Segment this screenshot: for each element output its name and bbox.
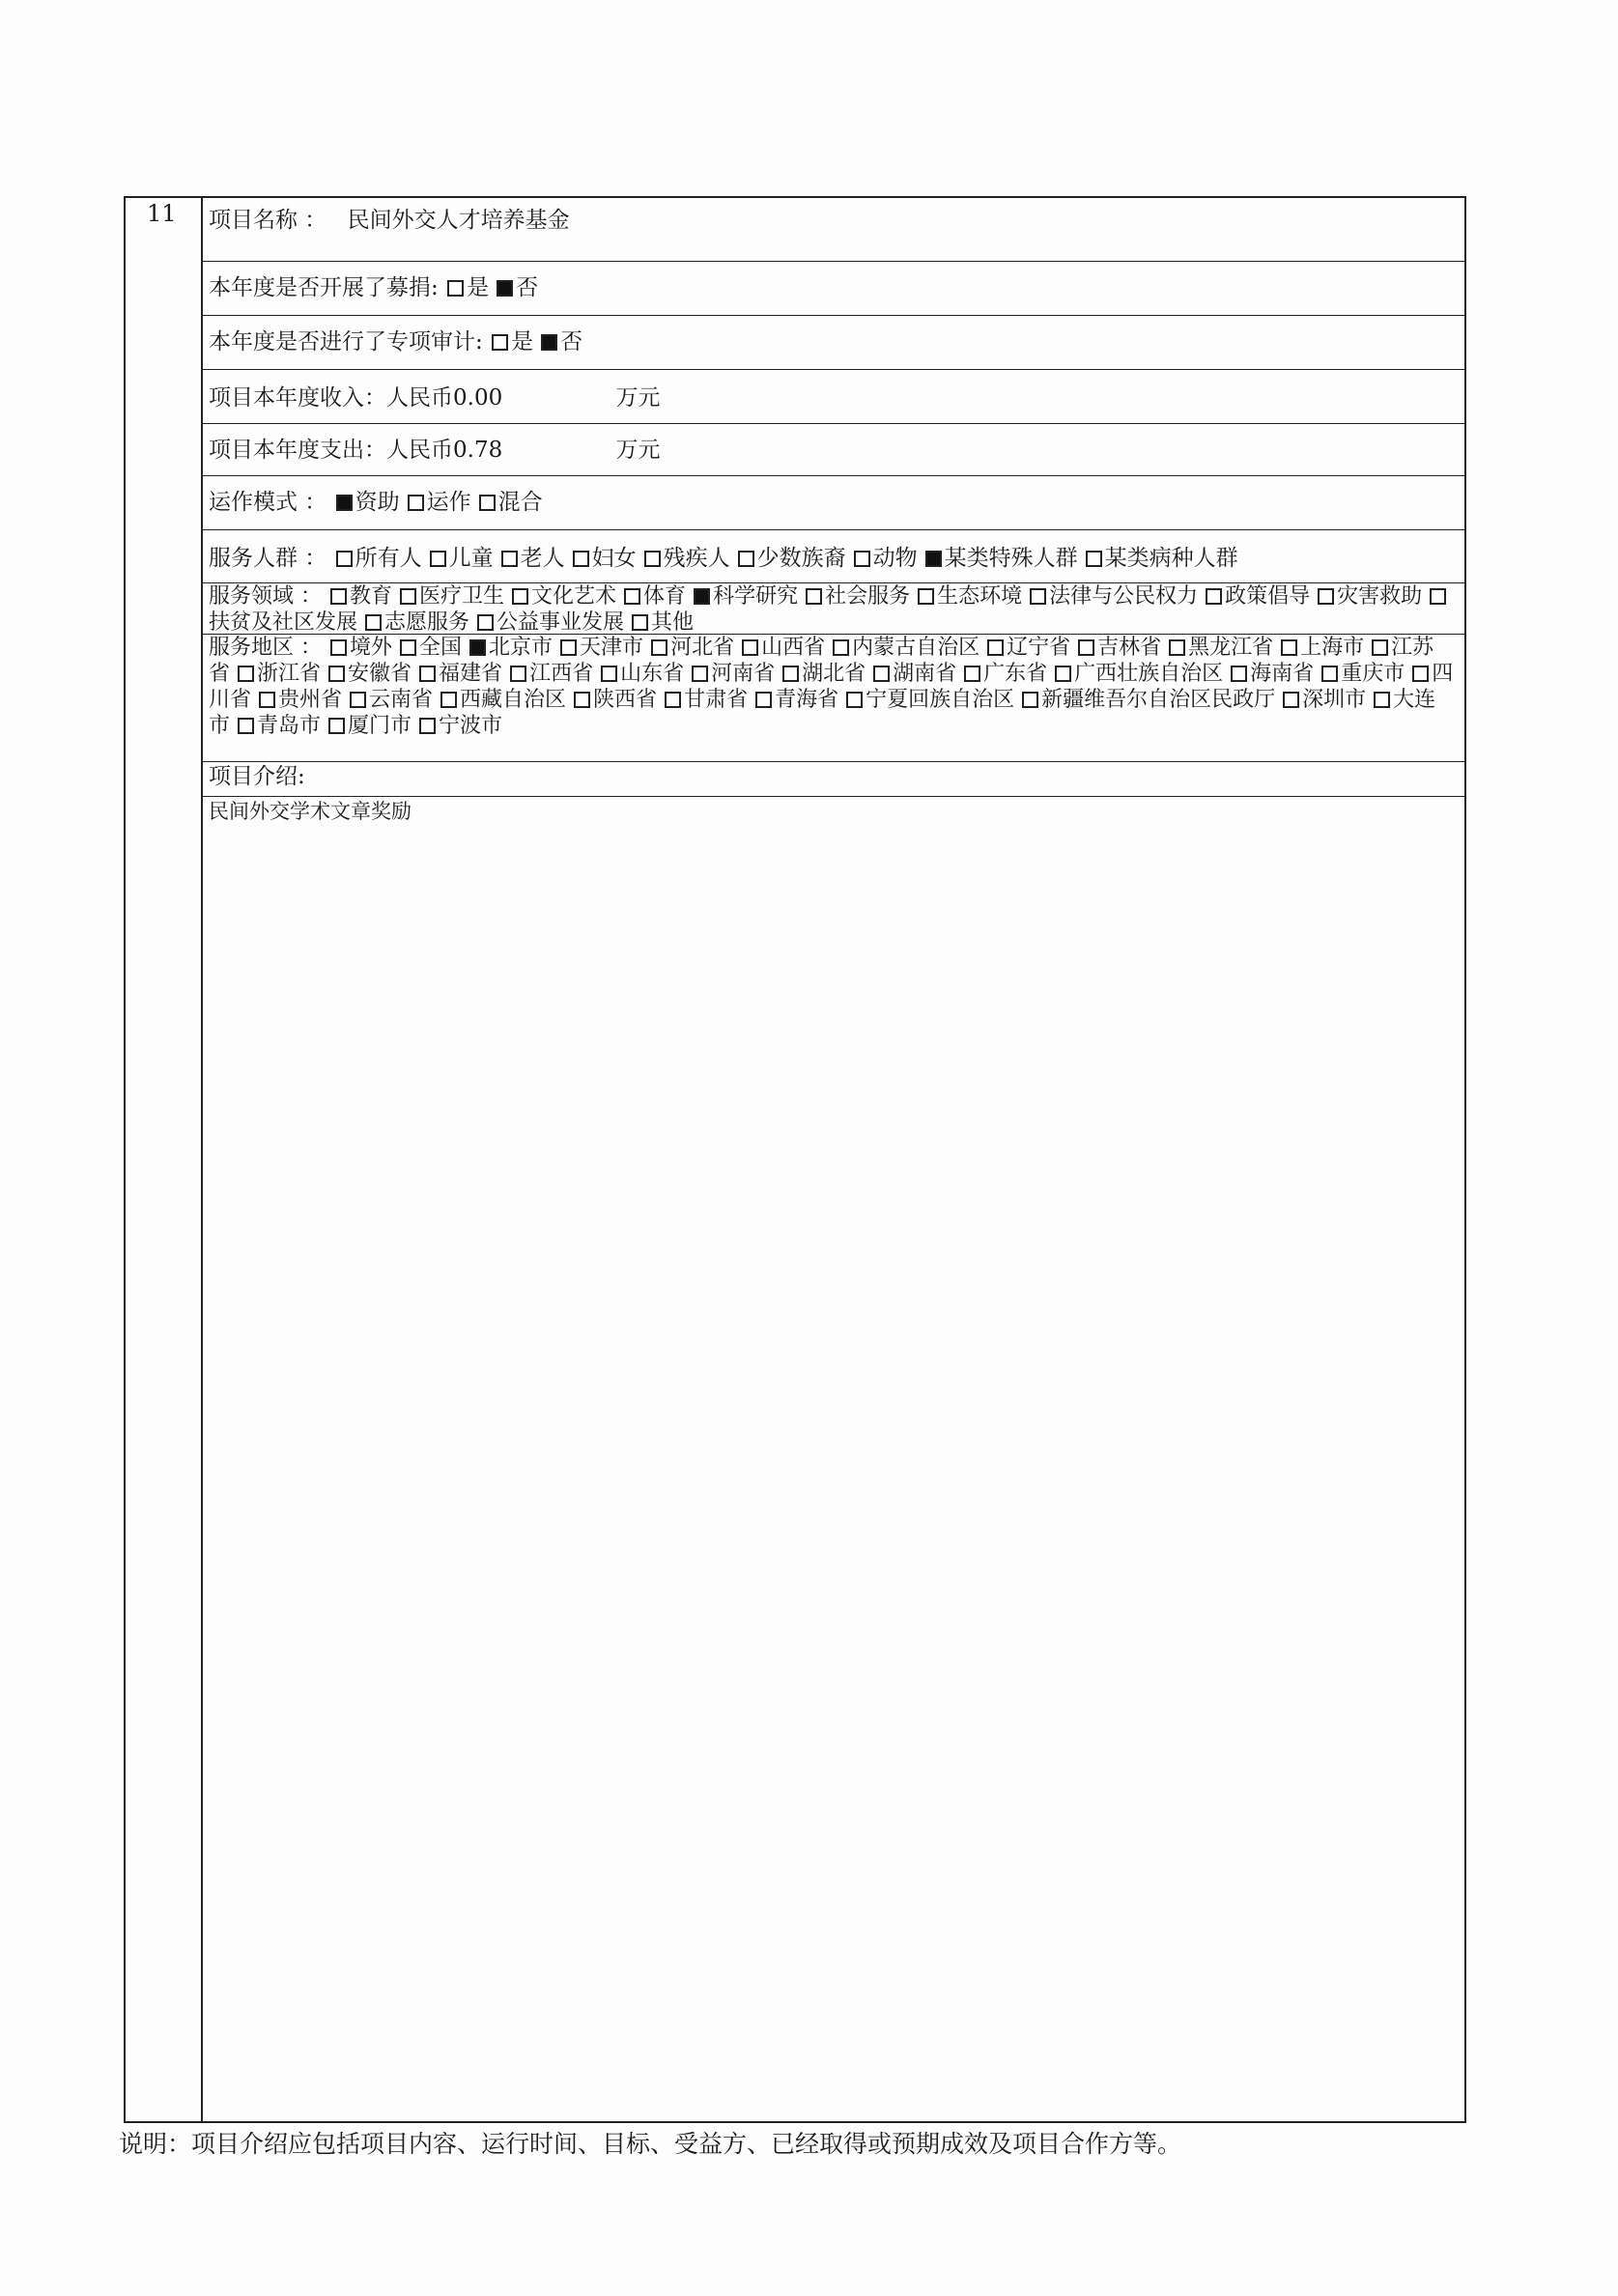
service-field-option[interactable]	[804, 584, 910, 609]
service-region-option[interactable]	[1229, 662, 1314, 686]
service-field-option[interactable]	[328, 584, 392, 609]
unchecked-box-icon[interactable]	[755, 692, 772, 708]
unchecked-box-icon[interactable]	[854, 551, 870, 567]
service-region-option[interactable]	[690, 662, 775, 686]
option-label: 所有人	[355, 546, 422, 571]
unchecked-box-icon[interactable]	[238, 718, 254, 734]
unchecked-box-icon[interactable]	[328, 666, 345, 682]
item-number-column	[126, 198, 203, 2121]
option-label: 新疆维吾尔自治区民政厅	[1041, 688, 1276, 712]
audit-option[interactable]	[490, 329, 533, 354]
option-label: 全国	[419, 636, 463, 660]
option-label: 儿童	[448, 546, 494, 571]
option-label: 内蒙古自治区	[852, 636, 980, 660]
service-region-option[interactable]	[1281, 688, 1366, 712]
unchecked-box-icon[interactable]	[833, 639, 849, 656]
option-label: 甘肃省	[684, 688, 749, 712]
option-label: 志愿服务	[384, 610, 470, 635]
unchecked-box-icon[interactable]	[665, 692, 681, 708]
unchecked-box-icon[interactable]	[419, 718, 436, 734]
intro-label-row	[203, 762, 1464, 797]
service-region-option[interactable]	[257, 688, 342, 712]
unchecked-box-icon[interactable]	[738, 551, 754, 567]
option-label: 否	[516, 275, 539, 300]
service-region-option[interactable]	[740, 636, 825, 660]
option-label: 教育	[350, 584, 393, 609]
project-details	[203, 198, 1464, 2121]
service-region-label: 服务地区 ：	[209, 636, 322, 660]
option-label: 重庆市	[1341, 662, 1405, 686]
option-label: 文化艺术	[531, 584, 617, 609]
unchecked-box-icon[interactable]	[1281, 639, 1297, 656]
option-label: 北京市	[489, 636, 554, 660]
service-region-option[interactable]	[508, 662, 593, 686]
option-label: 湖南省	[893, 662, 957, 686]
service-population-option[interactable]	[923, 546, 1078, 571]
audit-label: 本年度是否进行了专项审计:	[209, 329, 483, 354]
unchecked-box-icon[interactable]	[400, 588, 416, 605]
unchecked-box-icon[interactable]	[430, 551, 446, 567]
unchecked-box-icon[interactable]	[1055, 666, 1071, 682]
unchecked-box-icon[interactable]	[632, 614, 648, 631]
project-name-value: 民间外交人才培养基金	[347, 208, 570, 233]
service-region-option[interactable]	[1279, 636, 1364, 660]
service-field-option[interactable]	[916, 584, 1022, 609]
service-field-options	[209, 584, 1449, 635]
unchecked-box-icon[interactable]	[644, 551, 661, 567]
unchecked-box-icon[interactable]	[400, 639, 416, 656]
item-number: 11	[147, 200, 177, 227]
service-population-option[interactable]	[1084, 546, 1238, 571]
operation-mode-option[interactable]	[477, 490, 543, 515]
intro-text: 民间外交学术文章奖励	[209, 800, 412, 823]
service-region-option[interactable]	[753, 688, 838, 712]
unchecked-box-icon[interactable]	[1030, 588, 1046, 605]
unchecked-box-icon[interactable]	[692, 666, 708, 682]
option-label: 运作	[426, 490, 471, 515]
expense-unit: 万元	[615, 438, 661, 463]
service-field-row	[203, 583, 1464, 635]
option-label: 少数族裔	[756, 546, 846, 571]
service-field-option[interactable]	[630, 610, 694, 635]
option-label: 辽宁省	[1007, 636, 1071, 660]
option-label: 宁夏回族自治区	[866, 688, 1015, 712]
checked-box-icon[interactable]	[336, 495, 353, 511]
expense-row	[203, 424, 1464, 476]
service-region-option[interactable]	[1053, 662, 1223, 686]
service-field-option[interactable]	[475, 610, 624, 635]
expense-label: 项目本年度支出：人民币0.78	[209, 438, 503, 463]
unchecked-box-icon[interactable]	[336, 551, 353, 567]
option-label: 湖北省	[802, 662, 866, 686]
service-population-options	[334, 546, 1244, 571]
option-label: 深圳市	[1302, 688, 1367, 712]
operation-mode-option[interactable]	[406, 490, 471, 515]
service-population-row	[203, 530, 1464, 583]
unchecked-box-icon[interactable]	[1318, 588, 1334, 605]
income-label: 项目本年度收入：人民币0.00	[209, 385, 503, 411]
unchecked-box-icon[interactable]	[350, 692, 366, 708]
fundraising-option[interactable]	[495, 275, 538, 300]
unchecked-box-icon[interactable]	[1078, 639, 1094, 656]
service-population-option[interactable]	[642, 546, 730, 571]
option-label: 是	[467, 275, 490, 300]
option-label: 贵州省	[278, 688, 343, 712]
unchecked-box-icon[interactable]	[651, 639, 667, 656]
option-label: 扶贫及社区发展	[209, 610, 358, 635]
option-label: 吉林省	[1097, 636, 1162, 660]
unchecked-box-icon[interactable]	[1022, 692, 1038, 708]
option-label: 广东省	[983, 662, 1048, 686]
unchecked-box-icon[interactable]	[1086, 551, 1102, 567]
service-region-option[interactable]	[663, 688, 748, 712]
unchecked-box-icon[interactable]	[238, 666, 254, 682]
service-region-option[interactable]	[236, 662, 321, 686]
option-label: 浙江省	[257, 662, 322, 686]
service-population-option[interactable]	[499, 546, 565, 571]
unchecked-box-icon[interactable]	[330, 639, 347, 656]
option-label: 黑龙江省	[1188, 636, 1274, 660]
service-region-option[interactable]	[348, 688, 433, 712]
option-label: 西藏自治区	[460, 688, 567, 712]
service-region-option[interactable]	[326, 662, 412, 686]
option-label: 医疗卫生	[419, 584, 505, 609]
option-label: 混合	[497, 490, 543, 515]
service-field-option[interactable]	[1204, 584, 1310, 609]
unchecked-box-icon[interactable]	[846, 692, 863, 708]
income-row	[203, 370, 1464, 424]
service-region-option[interactable]	[1076, 636, 1161, 660]
service-region-option[interactable]	[572, 688, 657, 712]
fundraising-options	[445, 275, 544, 300]
unchecked-box-icon[interactable]	[1283, 692, 1299, 708]
service-region-options	[209, 636, 1453, 738]
option-label: 大连市	[209, 688, 1436, 738]
service-population-option[interactable]	[571, 546, 637, 571]
unchecked-box-icon[interactable]	[512, 588, 528, 605]
service-region-option[interactable]	[1167, 636, 1273, 660]
unchecked-box-icon[interactable]	[560, 639, 577, 656]
service-field-option[interactable]	[398, 584, 504, 609]
option-label: 海南省	[1250, 662, 1315, 686]
unchecked-box-icon[interactable]	[501, 551, 518, 567]
option-label: 否	[560, 329, 583, 354]
unchecked-box-icon[interactable]	[964, 666, 980, 682]
option-label: 体育	[643, 584, 687, 609]
unchecked-box-icon[interactable]	[782, 666, 799, 682]
unchecked-box-icon[interactable]	[573, 551, 589, 567]
fundraising-label: 本年度是否开展了募捐:	[209, 275, 439, 300]
unchecked-box-icon[interactable]	[574, 692, 590, 708]
audit-option[interactable]	[539, 329, 582, 354]
checked-box-icon[interactable]	[694, 588, 710, 605]
unchecked-box-icon[interactable]	[477, 614, 494, 631]
service-region-option[interactable]	[1320, 662, 1405, 686]
fundraising-option[interactable]	[445, 275, 489, 300]
option-label: 残疾人	[663, 546, 730, 571]
unchecked-box-icon[interactable]	[1430, 588, 1446, 605]
service-region-option[interactable]	[844, 688, 1014, 712]
project-name-label: 项目名称 ：	[209, 208, 327, 233]
service-field-label: 服务领域 ：	[209, 584, 322, 609]
service-field-option[interactable]	[510, 584, 616, 609]
option-label: 厦门市	[348, 714, 412, 738]
service-region-option[interactable]	[985, 636, 1070, 660]
service-field-option[interactable]	[363, 610, 469, 635]
option-label: 云南省	[369, 688, 434, 712]
service-region-option[interactable]	[439, 688, 566, 712]
option-label: 陕西省	[593, 688, 658, 712]
unchecked-box-icon[interactable]	[440, 692, 457, 708]
option-label: 江苏省	[209, 636, 1434, 686]
unchecked-box-icon[interactable]	[742, 639, 758, 656]
unchecked-box-icon[interactable]	[987, 639, 1004, 656]
service-region-option[interactable]	[649, 636, 734, 660]
operation-mode-row	[203, 476, 1464, 530]
service-field-option[interactable]	[692, 584, 798, 609]
unchecked-box-icon[interactable]	[328, 718, 345, 734]
option-label: 山西省	[761, 636, 826, 660]
option-label: 是	[511, 329, 534, 354]
service-region-option[interactable]	[962, 662, 1047, 686]
service-region-option[interactable]	[1020, 688, 1275, 712]
service-population-option[interactable]	[428, 546, 494, 571]
option-label: 境外	[350, 636, 393, 660]
unchecked-box-icon[interactable]	[447, 280, 464, 297]
unchecked-box-icon[interactable]	[1374, 692, 1390, 708]
option-label: 老人	[520, 546, 565, 571]
option-label: 青海省	[775, 688, 839, 712]
project-name-row	[203, 198, 1464, 262]
service-region-option[interactable]	[417, 662, 502, 686]
service-region-option[interactable]	[781, 662, 866, 686]
unchecked-box-icon[interactable]	[510, 666, 526, 682]
option-label: 福建省	[439, 662, 503, 686]
service-region-option[interactable]	[871, 662, 956, 686]
service-population-option[interactable]	[736, 546, 846, 571]
unchecked-box-icon[interactable]	[408, 495, 424, 511]
unchecked-box-icon[interactable]	[1231, 666, 1247, 682]
option-label: 法律与公民权力	[1049, 584, 1199, 609]
service-region-row	[203, 635, 1464, 762]
audit-row	[203, 316, 1464, 370]
option-label: 河南省	[711, 662, 776, 686]
option-label: 青岛市	[257, 714, 322, 738]
option-label: 上海市	[1300, 636, 1365, 660]
option-label: 山东省	[620, 662, 685, 686]
service-field-option[interactable]	[1316, 584, 1422, 609]
option-label: 某类特殊人群	[944, 546, 1078, 571]
checked-box-icon[interactable]	[925, 551, 942, 567]
option-label: 资助	[355, 490, 400, 515]
unchecked-box-icon[interactable]	[1321, 666, 1338, 682]
income-unit: 万元	[615, 385, 661, 411]
service-region-option[interactable]	[398, 636, 462, 660]
option-label: 妇女	[591, 546, 637, 571]
unchecked-box-icon[interactable]	[479, 495, 496, 511]
checked-box-icon[interactable]	[497, 280, 513, 297]
option-label: 动物	[872, 546, 918, 571]
service-region-option[interactable]	[599, 662, 684, 686]
option-label: 宁波市	[439, 714, 503, 738]
service-region-option[interactable]	[468, 636, 553, 660]
option-label: 天津市	[580, 636, 644, 660]
operation-mode-option[interactable]	[334, 490, 400, 515]
intro-content-row	[203, 797, 1464, 2123]
unchecked-box-icon[interactable]	[419, 666, 436, 682]
unchecked-box-icon[interactable]	[365, 614, 382, 631]
option-label: 江西省	[529, 662, 594, 686]
option-label: 社会服务	[825, 584, 911, 609]
option-label: 安徽省	[348, 662, 412, 686]
unchecked-box-icon[interactable]	[1206, 588, 1222, 605]
unchecked-box-icon[interactable]	[624, 588, 640, 605]
option-label: 生态环境	[937, 584, 1023, 609]
option-label: 某类病种人群	[1104, 546, 1238, 571]
footnote: 说明：项目介绍应包括项目内容、运行时间、目标、受益方、已经取得或预期成效及项目合作方等。	[119, 2130, 1182, 2158]
fundraising-row	[203, 262, 1464, 316]
option-label: 科学研究	[713, 584, 799, 609]
unchecked-box-icon[interactable]	[1169, 639, 1185, 656]
unchecked-box-icon[interactable]	[806, 588, 822, 605]
checked-box-icon[interactable]	[541, 334, 557, 351]
service-population-option[interactable]	[334, 546, 422, 571]
operation-mode-label: 运作模式 ：	[209, 490, 327, 515]
intro-label: 项目介绍:	[209, 764, 305, 789]
service-population-label: 服务人群 ：	[209, 546, 327, 571]
option-label: 河北省	[670, 636, 735, 660]
option-label: 四川省	[209, 662, 1454, 712]
unchecked-box-icon[interactable]	[918, 588, 934, 605]
option-label: 灾害救助	[1337, 584, 1423, 609]
service-field-option[interactable]	[622, 584, 686, 609]
service-region-option[interactable]	[831, 636, 979, 660]
unchecked-box-icon[interactable]	[330, 588, 347, 605]
service-region-option[interactable]	[236, 714, 321, 738]
unchecked-box-icon[interactable]	[873, 666, 890, 682]
option-label: 政策倡导	[1225, 584, 1311, 609]
audit-options	[490, 329, 588, 354]
unchecked-box-icon[interactable]	[601, 666, 617, 682]
service-region-option[interactable]	[417, 714, 502, 738]
service-field-option[interactable]	[1028, 584, 1198, 609]
option-label: 公益事业发展	[497, 610, 625, 635]
project-form-table	[124, 196, 1466, 2123]
option-label: 广西壮族自治区	[1074, 662, 1224, 686]
service-region-option[interactable]	[326, 714, 412, 738]
unchecked-box-icon[interactable]	[492, 334, 508, 351]
service-region-option[interactable]	[558, 636, 643, 660]
service-region-option[interactable]	[328, 636, 392, 660]
option-label: 其他	[651, 610, 695, 635]
checked-box-icon[interactable]	[469, 639, 486, 656]
unchecked-box-icon[interactable]	[259, 692, 275, 708]
unchecked-box-icon[interactable]	[1372, 639, 1388, 656]
unchecked-box-icon[interactable]	[1412, 666, 1429, 682]
service-population-option[interactable]	[852, 546, 918, 571]
operation-mode-options	[334, 490, 549, 515]
